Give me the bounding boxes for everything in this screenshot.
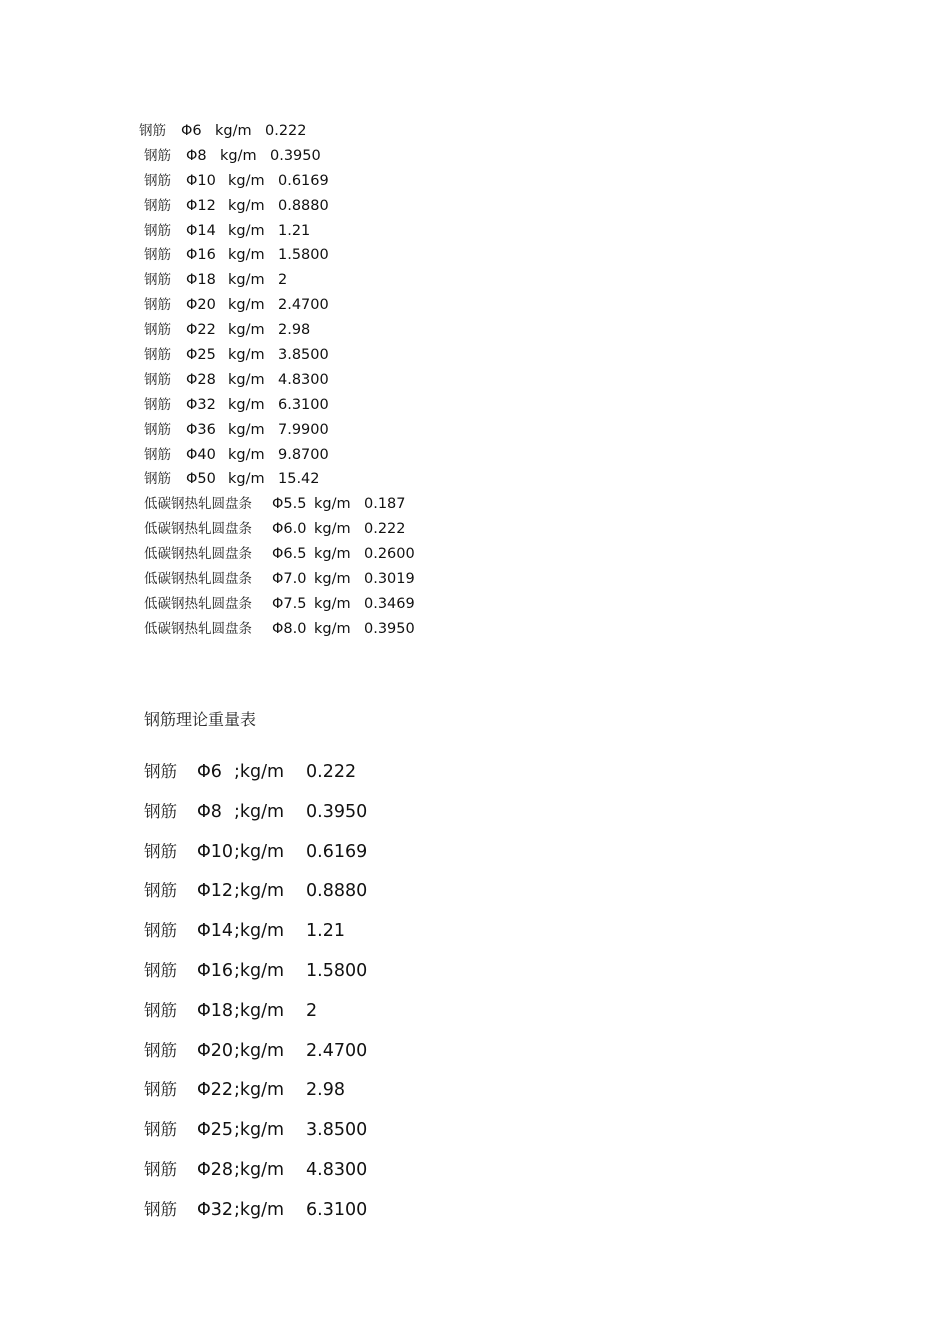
item-unit: ;kg/m: [234, 762, 285, 782]
item-value: 1.21: [306, 921, 345, 942]
item-unit: kg/m: [228, 446, 265, 463]
item-diameter: Φ22: [186, 322, 216, 339]
item-name: 低碳钢热轧圆盘条: [144, 571, 252, 588]
item-diameter: Φ25: [186, 347, 216, 364]
item-name: 钢筋: [144, 1159, 177, 1179]
table-row: [144, 838, 367, 878]
item-name: 钢筋: [139, 123, 166, 139]
item-name: 钢筋: [144, 247, 171, 264]
item-value: 4.8300: [306, 1159, 368, 1180]
list-item: [144, 567, 415, 592]
item-name: 钢筋: [144, 396, 171, 413]
item-value: 3.8500: [278, 347, 329, 364]
list-item: [144, 393, 415, 418]
item-diameter: Φ10: [197, 841, 234, 862]
item-diameter: Φ7.0: [272, 571, 307, 588]
item-value: 3.8500: [306, 1120, 368, 1141]
item-value: 0.3950: [270, 147, 321, 164]
item-name: 钢筋: [144, 322, 171, 339]
table-row: [144, 1116, 367, 1156]
table-row: [144, 997, 367, 1037]
item-name: 钢筋: [144, 347, 171, 364]
list-item: [144, 268, 415, 293]
item-unit: kg/m: [228, 247, 265, 264]
item-unit: kg/m: [314, 595, 351, 612]
item-diameter: Φ5.5: [272, 496, 307, 513]
item-value: 0.8880: [306, 881, 368, 902]
item-name: 钢筋: [144, 841, 177, 861]
list-item: [144, 318, 415, 343]
item-name: 钢筋: [144, 1199, 177, 1219]
item-name: 钢筋: [144, 1040, 177, 1060]
item-unit: kg/m: [228, 297, 265, 314]
item-unit: ;kg/m: [234, 1000, 285, 1021]
list-item: [144, 492, 415, 517]
item-value: 2: [306, 1000, 318, 1021]
item-diameter: Φ6: [197, 762, 222, 782]
item-unit: kg/m: [215, 123, 252, 139]
item-unit: ;kg/m: [234, 921, 285, 942]
item-diameter: Φ8: [197, 801, 222, 822]
item-value: 0.222: [306, 762, 357, 782]
item-value: 0.3469: [364, 595, 415, 612]
list-item: [144, 443, 415, 468]
item-name: 钢筋: [144, 471, 171, 488]
item-name: 钢筋: [144, 222, 171, 239]
weight-table: [144, 758, 367, 1236]
weight-list-compact: [139, 119, 415, 642]
item-name: 钢筋: [144, 172, 171, 189]
list-item: [144, 219, 415, 244]
item-unit: kg/m: [228, 371, 265, 388]
item-name: 钢筋: [144, 881, 177, 901]
list-item: [144, 467, 415, 492]
item-value: 1.21: [278, 222, 311, 239]
item-diameter: Φ14: [197, 921, 234, 942]
item-diameter: Φ50: [186, 471, 216, 488]
item-unit: kg/m: [314, 521, 351, 538]
item-unit: kg/m: [228, 272, 265, 289]
item-unit: kg/m: [228, 421, 265, 438]
item-value: 0.2600: [364, 546, 415, 563]
list-item: [144, 194, 415, 219]
item-name: 低碳钢热轧圆盘条: [144, 595, 252, 612]
item-name: 钢筋: [144, 147, 171, 164]
table-row: [144, 1076, 367, 1116]
item-unit: ;kg/m: [234, 960, 285, 981]
item-diameter: Φ25: [197, 1120, 234, 1141]
table-row: [144, 798, 367, 838]
list-item: [144, 144, 415, 169]
item-value: 4.8300: [278, 371, 329, 388]
item-name: 钢筋: [144, 421, 171, 438]
list-item: [139, 119, 415, 144]
item-value: 1.5800: [278, 247, 329, 264]
item-unit: kg/m: [314, 546, 351, 563]
item-name: 钢筋: [144, 272, 171, 289]
item-value: 2.98: [306, 1080, 345, 1101]
item-name: 钢筋: [144, 1000, 177, 1020]
item-value: 9.8700: [278, 446, 329, 463]
item-diameter: Φ16: [197, 960, 234, 981]
table-row: [144, 917, 367, 957]
list-item: [144, 517, 415, 542]
item-name: 钢筋: [144, 1120, 177, 1140]
item-unit: ;kg/m: [234, 1080, 285, 1101]
item-unit: ;kg/m: [234, 1199, 285, 1220]
item-diameter: Φ14: [186, 222, 216, 239]
item-value: 15.42: [278, 471, 320, 488]
item-value: 0.3950: [364, 620, 415, 637]
table-row: [144, 1196, 367, 1236]
item-diameter: Φ7.5: [272, 595, 307, 612]
item-name: 钢筋: [144, 801, 177, 821]
item-unit: kg/m: [228, 222, 265, 239]
item-diameter: Φ12: [197, 881, 234, 902]
item-diameter: Φ40: [186, 446, 216, 463]
item-unit: ;kg/m: [234, 801, 285, 822]
item-value: 0.222: [364, 521, 406, 538]
item-value: 0.3019: [364, 571, 415, 588]
item-unit: kg/m: [228, 347, 265, 364]
item-unit: kg/m: [228, 322, 265, 339]
item-diameter: Φ28: [186, 371, 216, 388]
item-diameter: Φ10: [186, 172, 216, 189]
item-value: 2.4700: [278, 297, 329, 314]
item-unit: kg/m: [220, 147, 257, 164]
list-item: [144, 293, 415, 318]
item-value: 1.5800: [306, 960, 368, 981]
item-unit: ;kg/m: [234, 841, 285, 862]
item-diameter: Φ8: [186, 147, 207, 164]
item-diameter: Φ16: [186, 247, 216, 264]
item-unit: kg/m: [228, 172, 265, 189]
list-item: [144, 592, 415, 617]
item-unit: ;kg/m: [234, 881, 285, 902]
list-item: [144, 343, 415, 368]
item-value: 0.6169: [278, 172, 329, 189]
item-name: 钢筋: [144, 921, 177, 941]
item-value: 0.187: [364, 496, 406, 513]
list-item: [144, 169, 415, 194]
item-name: 低碳钢热轧圆盘条: [144, 521, 252, 538]
list-item: [144, 542, 415, 567]
item-value: 7.9900: [278, 421, 329, 438]
item-diameter: Φ8.0: [272, 620, 307, 637]
list-item: [144, 368, 415, 393]
table-row: [144, 1037, 367, 1077]
item-diameter: Φ32: [186, 396, 216, 413]
item-name: 钢筋: [144, 446, 171, 463]
item-diameter: Φ6: [181, 123, 202, 139]
item-value: 6.3100: [306, 1199, 368, 1220]
item-name: 钢筋: [144, 960, 177, 980]
item-value: 0.8880: [278, 197, 329, 214]
table-row: [144, 957, 367, 997]
item-name: 低碳钢热轧圆盘条: [144, 496, 252, 513]
item-value: 0.222: [265, 123, 307, 139]
item-value: 6.3100: [278, 396, 329, 413]
list-item: [144, 418, 415, 443]
list-item: [144, 617, 415, 642]
item-name: 钢筋: [144, 197, 171, 214]
item-unit: kg/m: [228, 197, 265, 214]
item-value: 0.3950: [306, 801, 368, 822]
item-unit: kg/m: [228, 396, 265, 413]
item-diameter: Φ18: [197, 1000, 234, 1021]
item-value: 2.4700: [306, 1040, 368, 1061]
item-name: 钢筋: [144, 762, 177, 781]
item-diameter: Φ20: [186, 297, 216, 314]
item-diameter: Φ18: [186, 272, 216, 289]
item-unit: kg/m: [314, 571, 351, 588]
item-name: 钢筋: [144, 1080, 177, 1100]
item-unit: ;kg/m: [234, 1159, 285, 1180]
item-diameter: Φ12: [186, 197, 216, 214]
item-unit: kg/m: [228, 471, 265, 488]
item-name: 低碳钢热轧圆盘条: [144, 620, 252, 637]
item-unit: kg/m: [314, 620, 351, 637]
item-name: 钢筋: [144, 371, 171, 388]
item-value: 2.98: [278, 322, 311, 339]
section-title: 钢筋理论重量表: [144, 710, 257, 729]
item-unit: kg/m: [314, 496, 351, 513]
item-unit: ;kg/m: [234, 1120, 285, 1141]
item-diameter: Φ6.0: [272, 521, 307, 538]
table-row: [144, 1156, 367, 1196]
item-name: 低碳钢热轧圆盘条: [144, 546, 252, 563]
list-item: [144, 243, 415, 268]
item-diameter: Φ32: [197, 1199, 234, 1220]
item-value: 2: [278, 272, 288, 289]
item-diameter: Φ22: [197, 1080, 234, 1101]
item-name: 钢筋: [144, 297, 171, 314]
item-diameter: Φ6.5: [272, 546, 307, 563]
item-unit: ;kg/m: [234, 1040, 285, 1061]
item-diameter: Φ20: [197, 1040, 234, 1061]
item-value: 0.6169: [306, 841, 368, 862]
item-diameter: Φ36: [186, 421, 216, 438]
table-row: [144, 758, 367, 798]
table-row: [144, 877, 367, 917]
item-diameter: Φ28: [197, 1159, 234, 1180]
